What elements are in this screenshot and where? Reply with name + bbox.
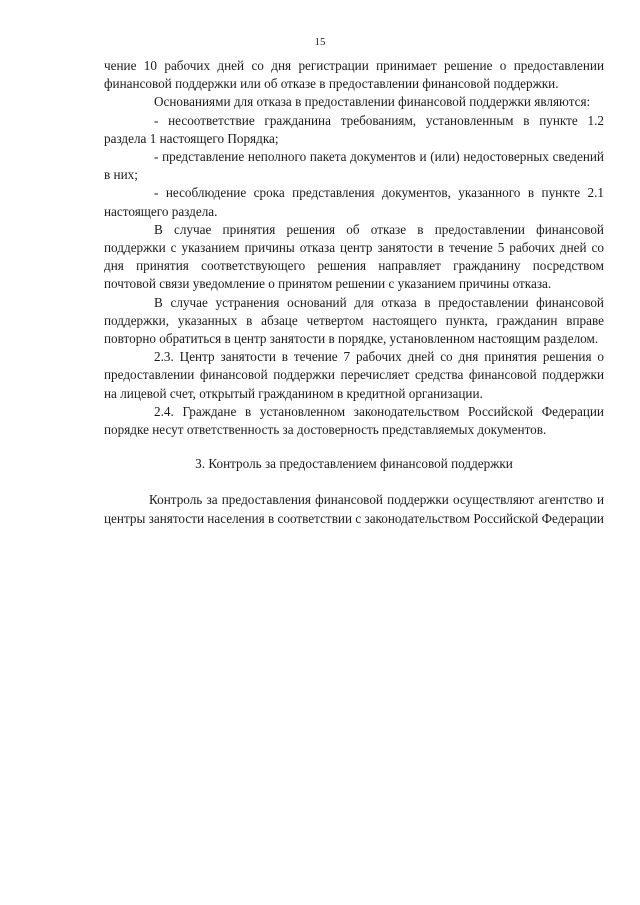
paragraph-2-4: 2.4. Граждане в установленном законодательством Российской Федерации порядке несут ответственность за достоверность представляемых документов. xyxy=(104,403,604,438)
paragraph-continuation: чение 10 рабочих дней со дня регистрации принимает решение о предоставлении финансовой поддержки или об отказе в предоставлении финансовой поддержки. xyxy=(104,58,604,92)
list-item-requirements: - несоответствие гражданина требованиям, установленным в пункте 1.2 раздела 1 настоящего Порядка; xyxy=(104,112,604,146)
paragraph-2-3: 2.3. Центр занятости в течение 7 рабочих дней со дня принятия решения о предоставлении финансовой поддержки перечисляет средства финансовой поддержки на лицевой счет, открытый гражданином в кредитной организации. xyxy=(104,349,604,401)
section-paragraph: Контроль за предоставления финансовой поддержки осуществляют агентство и центры занятости населения в соответствии с законодательством Российской Федерации xyxy=(104,492,604,526)
section-heading: 3. Контроль за предоставлением финансовой поддержки xyxy=(195,456,513,472)
document-body xyxy=(104,57,604,528)
page-number: 15 xyxy=(314,36,326,48)
list-item-deadline: - несоблюдение срока представления документов, указанного в пункте 2.1 настоящего раздела. xyxy=(104,185,604,219)
paragraph-reapply: В случае устранения оснований для отказа в предоставлении финансовой поддержки, указанных в абзаце четвертом настоящего пункта, гражданин вправе повторно обратиться в центр занятости в порядке, установленном настоящим разделом. xyxy=(104,294,604,347)
paragraph-refusal-notice: В случае принятия решения об отказе в предоставлении финансовой поддержки с указанием причины отказа центр занятости в течение 5 рабочих дней со дня принятия соответствующего решения направляет гражданину посредством почтовой связи уведомление о принятом решении с указанием причины отказа. xyxy=(104,221,604,292)
list-item-incomplete-docs: - представление неполного пакета документов и (или) недостоверных сведений в них; xyxy=(104,149,604,183)
paragraph-refusal-grounds: Основаниями для отказа в предоставлении финансовой поддержки являются: xyxy=(154,94,591,110)
